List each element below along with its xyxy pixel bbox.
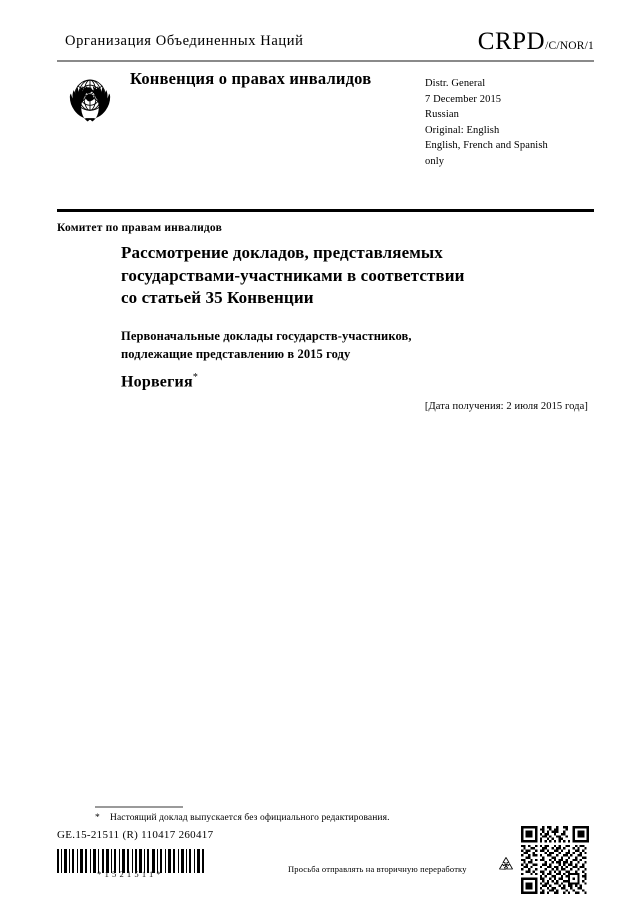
distr-languages-available: English, French and Spanish [425, 140, 548, 152]
footnote [95, 812, 515, 825]
qr-code [521, 826, 589, 894]
country-name-text: Норвегия [121, 373, 193, 391]
footnote-divider [95, 806, 183, 808]
document-symbol-suffix: /C/NOR/1 [545, 40, 594, 52]
header-divider-thick [57, 209, 594, 212]
page-title-line-2: государствами-участниками в соответствии [121, 265, 465, 285]
country-name [121, 372, 198, 391]
distr-original: Original: English [425, 124, 500, 136]
organization-name: Организация Объединенных Наций [65, 33, 304, 49]
page-title-line-3: со статьей 35 Конвенции [121, 288, 314, 308]
distribution-block [425, 76, 595, 169]
convention-title [130, 68, 400, 89]
page-title [121, 242, 551, 310]
recycle-icon [496, 855, 516, 875]
distr-general: Distr. General [425, 78, 486, 89]
footnote-marker: * [95, 813, 100, 823]
un-emblem [62, 70, 118, 126]
document-symbol-main: CRPD [477, 28, 546, 55]
page-subtitle [121, 328, 541, 364]
footnote-text: Настоящий доклад выпускается без официального редактирования. [110, 813, 390, 823]
document-symbol [478, 28, 594, 56]
document-header [57, 28, 594, 57]
recycle-notice: Просьба отправлять на вторичную переработку [288, 864, 467, 874]
page-subtitle-line-1: Первоначальные доклады государств-участников, [121, 329, 412, 343]
distr-languages-only: only [425, 155, 445, 167]
distr-language: Russian [425, 109, 459, 121]
date-received: [Дата получения: 2 июля 2015 года] [424, 401, 588, 412]
ge-document-code: GE.15-21511 (R) 110417 260417 [57, 829, 214, 841]
page-title-line-1: Рассмотрение докладов, представляемых [121, 243, 443, 262]
convention-title-text: Конвенция о правах инвалидов [130, 69, 372, 88]
country-footnote-marker: * [192, 372, 198, 383]
page-subtitle-line-2: подлежащие представлению в 2015 году [121, 346, 351, 361]
distr-date: 7 December 2015 [425, 93, 502, 105]
header-divider-thin [57, 60, 594, 62]
committee-name: Комитет по правам инвалидов [57, 222, 223, 234]
barcode-number: *1521511* [97, 869, 164, 879]
